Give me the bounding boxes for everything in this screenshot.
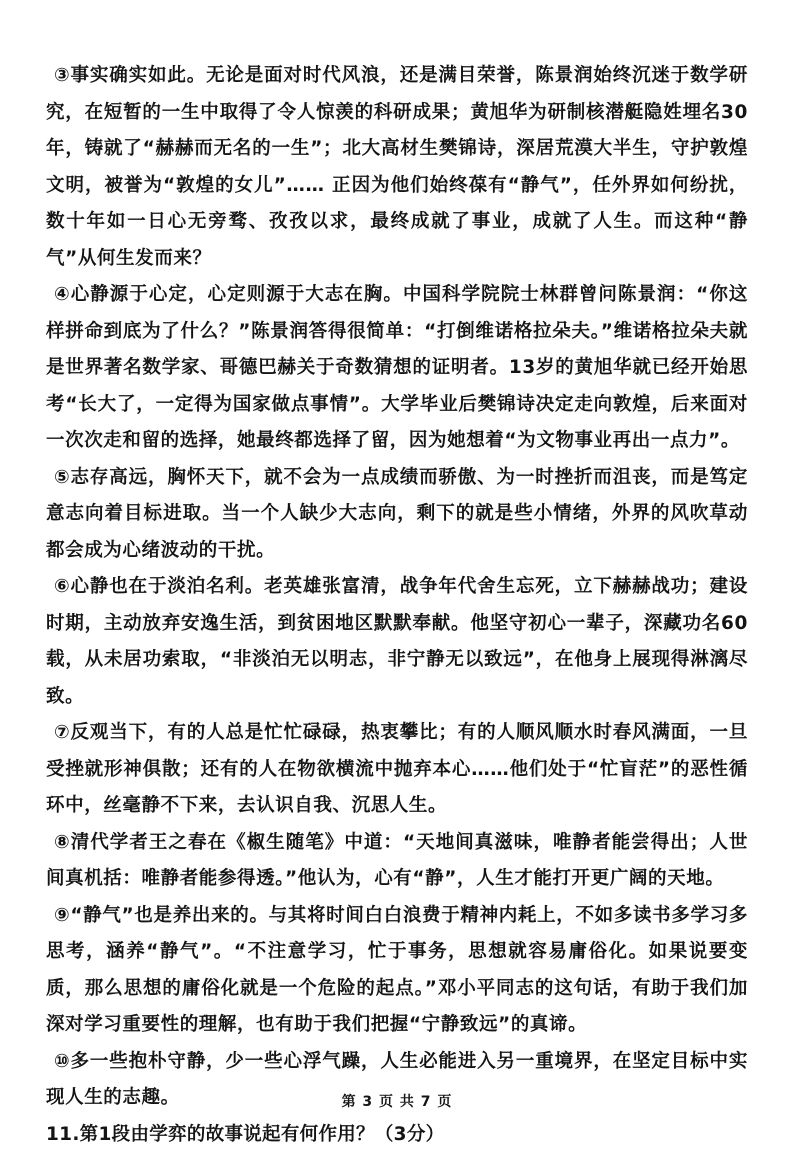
paragraph-7: ⑦反观当下，有的人总是忙忙碌碌，热衷攀比；有的人顺风顺水时春风满面，一旦受挫就形神俱散；还有的人在物欲横流中抛弃本心……他们处于“忙盲茫”的恶性循环中，丝毫静不下来，去认识自我、沉思人生。: [46, 715, 748, 825]
paragraph-10: ⑩多一些抱朴守静，少一些心浮气躁，人生必能进入另一重境界，在坚定目标中实现人生的志趣。: [46, 1044, 748, 1117]
question-11: 11.第1段由学弈的故事说起有何作用？（3分）: [46, 1117, 748, 1153]
paragraph-4: ④心静源于心定，心定则源于大志在胸。中国科学院院士林群曾问陈景润：“你这样拼命到底为了什么？”陈景润答得很简单：“打倒维诺格拉朵夫。”维诺格拉朵夫就是世界著名数学家、哥德巴赫关于奇数猜想的证明者。13岁的黄旭华就已经开始思考“长大了，一定得为国家做点事情”。大学毕业后樊锦诗决定走向敦煌，后来面对一次次走和留的选择，她最终都选择了留，因为她想着“为文物事业再出一点力”。: [46, 277, 748, 460]
paragraph-3: ③事实确实如此。无论是面对时代风浪，还是满目荣誉，陈景润始终沉迷于数学研究，在短暂的一生中取得了令人惊羡的科研成果；黄旭华为研制核潜艇隐姓埋名30年，铸就了“赫赫而无名的一生”；北大高材生樊锦诗，深居荒漠大半生，守护敦煌文明，被誉为“敦煌的女儿”…… 正因为他们始终葆有“静气”，任外界如何纷扰，数十年如一日心无旁骛、孜孜以求，最终成就了事业，成就了人生。而这种“静气”从何生发而来？: [46, 58, 748, 277]
paragraph-9: ⑨“静气”也是养出来的。与其将时间白白浪费于精神内耗上，不如多读书多学习多思考，涵养“静气”。“不注意学习，忙于事务，思想就容易庸俗化。如果说要变质，那么思想的庸俗化就是一个危险的起点。”邓小平同志的这句话，有助于我们加深对学习重要性的理解，也有助于我们把握“宁静致远”的真谛。: [46, 898, 748, 1044]
page-number-footer: 第 3 页 共 7 页: [0, 1091, 794, 1111]
paragraph-6: ⑥心静也在于淡泊名利。老英雄张富清，战争年代舍生忘死，立下赫赫战功；建设时期，主动放弃安逸生活，到贫困地区默默奉献。他坚守初心一辈子，深藏功名60载，从未居功索取，“非淡泊无以明志，非宁静无以致远”，在他身上展现得淋漓尽致。: [46, 569, 748, 715]
article-body: [46, 58, 748, 1153]
paragraph-5: ⑤志存高远，胸怀天下，就不会为一点成绩而骄傲、为一时挫折而沮丧，而是笃定意志向着目标进取。当一个人缺少大志向，剩下的就是些小情绪，外界的风吹草动都会成为心绪波动的干扰。: [46, 460, 748, 570]
paragraph-8: ⑧清代学者王之春在《椒生随笔》中道：“天地间真滋味，唯静者能尝得出；人世间真机括：唯静者能参得透。”他认为，心有“静”，人生才能打开更广阔的天地。: [46, 825, 748, 898]
